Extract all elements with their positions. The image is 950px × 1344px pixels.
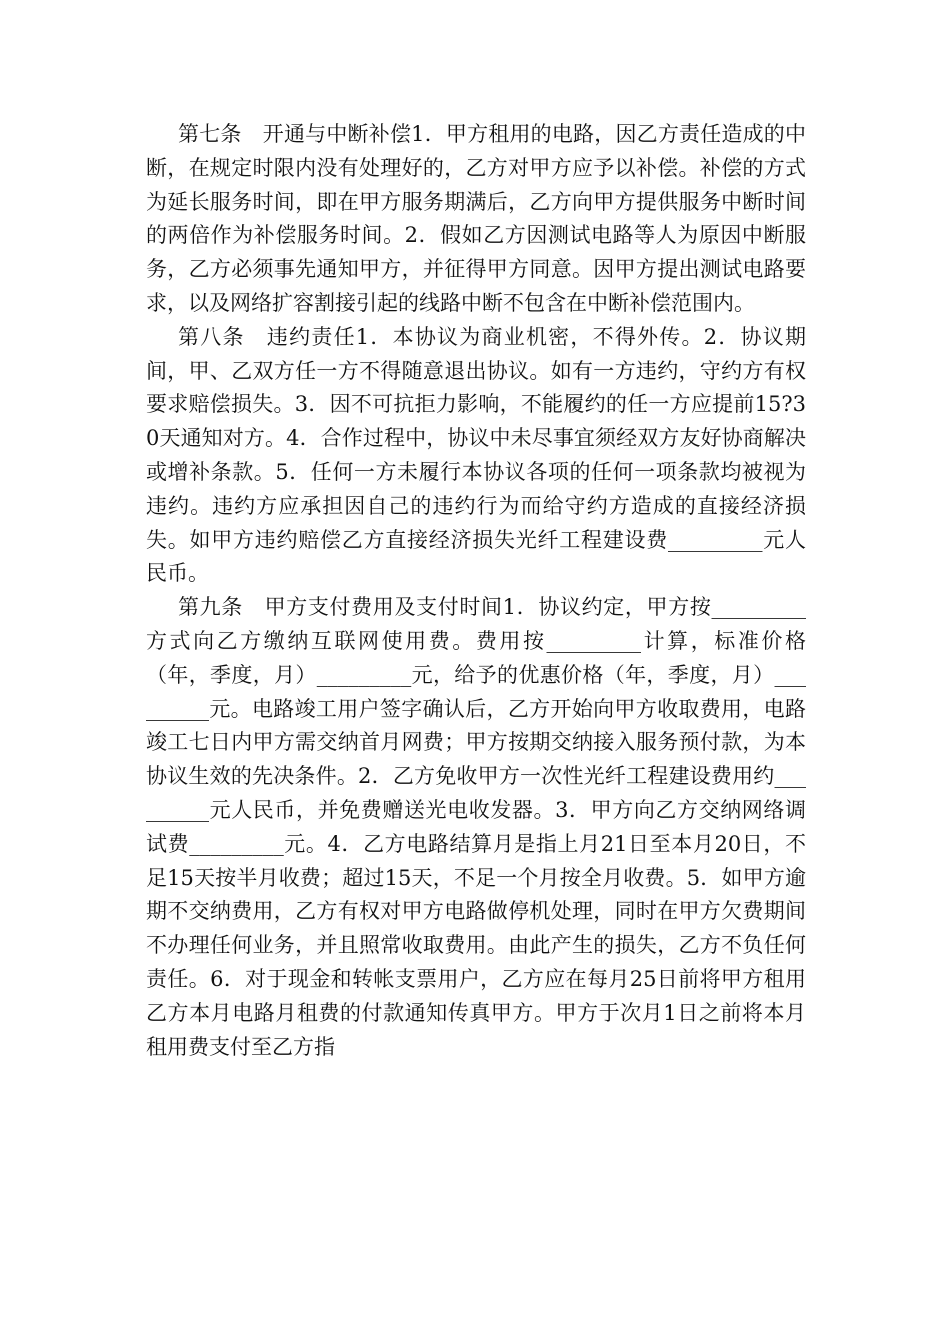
article-9-paragraph: 第九条 甲方支付费用及支付时间1．协议约定，甲方按_________方式向乙方缴纳互联网使用费。费用按_________计算，标准价格（年，季度，月）_________元，给予的优惠价格（年，季度，月）_________元。电路竣工用户签字确认后，乙方开始向甲方收取费用，电路竣工七日内甲方需交纳首月网费；甲方按期交纳接入服务预付款，为本协议生效的先决条件。2．乙方免收甲方一次性光纤工程建设费用约_________元人民币，并免费赠送光电收发器。3．甲方向乙方交纳网络调试费_________元。4．乙方电路结算月是指上月21日至本月20日，不足15天按半月收费；超过15天，不足一个月按全月收费。5．如甲方逾期不交纳费用，乙方有权对甲方电路做停机处理，同时在甲方欠费期间不办理任何业务，并且照常收取费用。由此产生的损失，乙方不负任何责任。6．对于现金和转帐支票用户，乙方应在每月25日前将甲方租用乙方本月电路月租费的付款通知传真甲方。甲方于次月1日之前将本月租用费支付至乙方指 <box>146 595 806 1059</box>
document-page <box>146 118 806 1064</box>
article-7-paragraph: 第七条 开通与中断补偿1．甲方租用的电路，因乙方责任造成的中断，在规定时限内没有处理好的，乙方对甲方应予以补偿。补偿的方式为延长服务时间，即在甲方服务期满后，乙方向甲方提供服务中断时间的两倍作为补偿服务时间。2．假如乙方因测试电路等人为原因中断服务，乙方必须事先通知甲方，并征得甲方同意。因甲方提出测试电路要求，以及网络扩容割接引起的线路中断不包含在中断补偿范围内。 <box>146 122 806 315</box>
article-8-paragraph: 第八条 违约责任1．本协议为商业机密，不得外传。2．协议期间，甲、乙双方任一方不得随意退出协议。如有一方违约，守约方有权要求赔偿损失。3．因不可抗拒力影响，不能履约的任一方应提前15?30天通知对方。4．合作过程中，协议中未尽事宜须经双方友好协商解决或增补条款。5．任何一方未履行本协议各项的任何一项条款均被视为违约。违约方应承担因自己的违约行为而给守约方造成的直接经济损失。如甲方违约赔偿乙方直接经济损失光纤工程建设费_________元人民币。 <box>146 324 806 586</box>
